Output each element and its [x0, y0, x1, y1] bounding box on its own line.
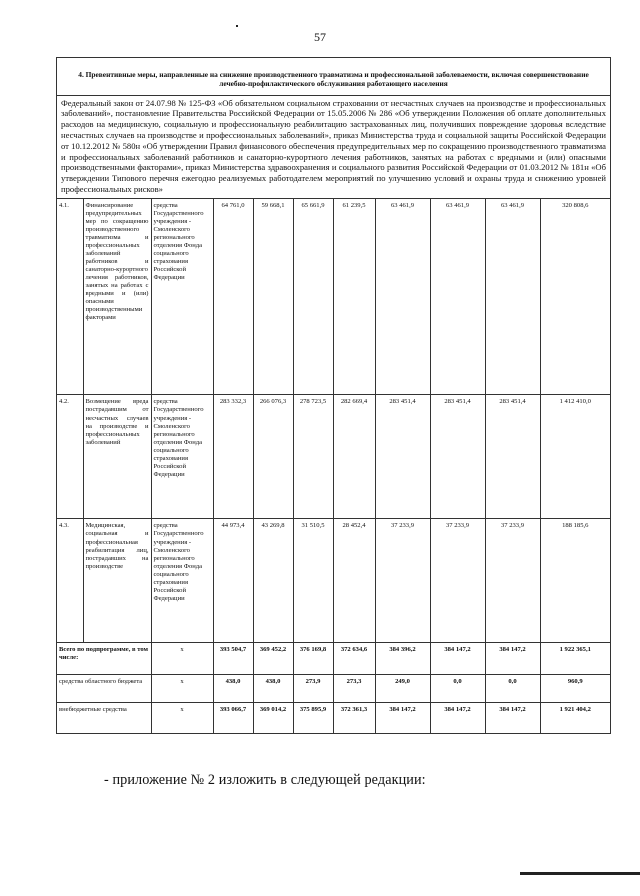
value-cell: 376 169,8	[293, 643, 333, 675]
total-label: Всего по подпрограмме, в том числе:	[57, 643, 151, 675]
value-cell: 63 461,9	[430, 199, 485, 395]
measure-name: Возмещение вреда пострадавшим от несчастных случаев на производстве и профессиональных заболеваний	[83, 395, 151, 519]
total-cell: 960,9	[540, 675, 610, 703]
value-cell: 37 233,9	[375, 519, 430, 643]
value-cell: 438,0	[213, 675, 253, 703]
funding-source: средства Государственного учреждения - Смоленского регионального отделения Фонда социального страхования Российской Федерации	[151, 199, 213, 395]
total-label: средства областного бюджета	[57, 675, 151, 703]
total-cell: 188 185,6	[540, 519, 610, 643]
total-row	[57, 643, 610, 675]
value-cell: 0,0	[485, 675, 540, 703]
value-cell: 283 451,4	[485, 395, 540, 519]
program-table-frame	[56, 57, 611, 734]
measure-name: Медицинская, социальная и профессиональная реабилитация лиц, пострадавших на производстве	[83, 519, 151, 643]
value-cell: 273,9	[293, 675, 333, 703]
value-cell: 393 066,7	[213, 703, 253, 733]
total-cell: 320 808,6	[540, 199, 610, 395]
value-cell: 369 014,2	[253, 703, 293, 733]
table-row	[57, 199, 610, 395]
value-cell: 283 451,4	[375, 395, 430, 519]
value-cell: 372 634,6	[333, 643, 375, 675]
legal-basis-text: Федеральный закон от 24.07.98 № 125-ФЗ «Об обязательном социальном страховании от несчастных случаев на производстве и профессиональных заболеваний», постановление Правительства Российской Федерации от 15.05.2006 № 286 «Об утверждении Положения об оплате дополнительных расходов на медицинскую, социальную и профессиональную реабилитацию застрахованных лиц, получивших повреждение здоровья вследствие несчастных случаев на производстве и профессиональных заболеваний», приказ Министерства труда и социальной защиты Российской Федерации от 10.12.2012 № 580н «Об утверждении Правил финансового обеспечения предупредительных мер по сокращению производственного травматизма и профессиональных заболеваний работников и санаторно-курортного лечения работников, занятых на работах с вредными и (или) опасными производственными факторами», приказ Министерства здравоохранения и социального развития Российской Федерации от 01.03.2012 № 181н «Об утверждении Типового перечня ежегодно реализуемых работодателем мероприятий по улучшению условий и охраны труда и снижению уровней профессиональных рисков»	[57, 96, 610, 199]
total-cell: 1 921 404,2	[540, 703, 610, 733]
value-cell: 384 147,2	[430, 703, 485, 733]
value-cell: 63 461,9	[485, 199, 540, 395]
scan-edge-line	[520, 872, 640, 875]
value-cell: 0,0	[430, 675, 485, 703]
table-row	[57, 395, 610, 519]
closing-instruction: - приложение № 2 изложить в следующей редакции:	[104, 772, 426, 788]
value-cell: 63 461,9	[375, 199, 430, 395]
funding-source: средства Государственного учреждения - Смоленского регионального отделения Фонда социального страхования Российской Федерации	[151, 395, 213, 519]
total-cell: 1 412 410,0	[540, 395, 610, 519]
value-cell: 37 233,9	[430, 519, 485, 643]
value-cell: 65 661,9	[293, 199, 333, 395]
total-cell: 1 922 365,1	[540, 643, 610, 675]
value-cell: 438,0	[253, 675, 293, 703]
value-cell: 384 147,2	[430, 643, 485, 675]
value-cell: 59 668,1	[253, 199, 293, 395]
row-number: 4.2.	[57, 395, 83, 519]
value-cell: 372 361,3	[333, 703, 375, 733]
value-cell: 249,0	[375, 675, 430, 703]
value-cell: 37 233,9	[485, 519, 540, 643]
value-cell: 28 452,4	[333, 519, 375, 643]
not-applicable-mark: х	[151, 675, 213, 703]
value-cell: 31 510,5	[293, 519, 333, 643]
value-cell: 64 761,0	[213, 199, 253, 395]
row-number: 4.1.	[57, 199, 83, 395]
value-cell: 44 973,4	[213, 519, 253, 643]
value-cell: 384 147,2	[485, 643, 540, 675]
scan-speck	[236, 25, 238, 27]
total-row	[57, 675, 610, 703]
value-cell: 384 396,2	[375, 643, 430, 675]
not-applicable-mark: х	[151, 703, 213, 733]
value-cell: 369 452,2	[253, 643, 293, 675]
row-number: 4.3.	[57, 519, 83, 643]
value-cell: 61 239,5	[333, 199, 375, 395]
value-cell: 273,3	[333, 675, 375, 703]
value-cell: 282 669,4	[333, 395, 375, 519]
table-row	[57, 519, 610, 643]
measure-name: Финансирование предупредительных мер по сокращению производственного травматизма и профессиональных заболеваний работников и санаторно-курортного лечения работников, занятых на работах с вредными и (или) опасными производственными факторами	[83, 199, 151, 395]
total-label: внебюджетные средства	[57, 703, 151, 733]
value-cell: 384 147,2	[375, 703, 430, 733]
value-cell: 375 895,9	[293, 703, 333, 733]
total-row	[57, 703, 610, 733]
section-title: 4. Превентивные меры, направленные на снижение производственного травматизма и профессиональной заболеваемости, включая совершенствование лечебно-профилактического обслуживания работающего населения	[57, 58, 610, 96]
value-cell: 393 504,7	[213, 643, 253, 675]
value-cell: 278 723,5	[293, 395, 333, 519]
not-applicable-mark: х	[151, 643, 213, 675]
page-number: 57	[314, 30, 326, 44]
value-cell: 266 076,3	[253, 395, 293, 519]
value-cell: 43 269,8	[253, 519, 293, 643]
measures-table	[57, 199, 610, 733]
funding-source: средства Государственного учреждения - Смоленского регионального отделения Фонда социального страхования Российской Федерации	[151, 519, 213, 643]
value-cell: 283 451,4	[430, 395, 485, 519]
value-cell: 283 332,3	[213, 395, 253, 519]
value-cell: 384 147,2	[485, 703, 540, 733]
